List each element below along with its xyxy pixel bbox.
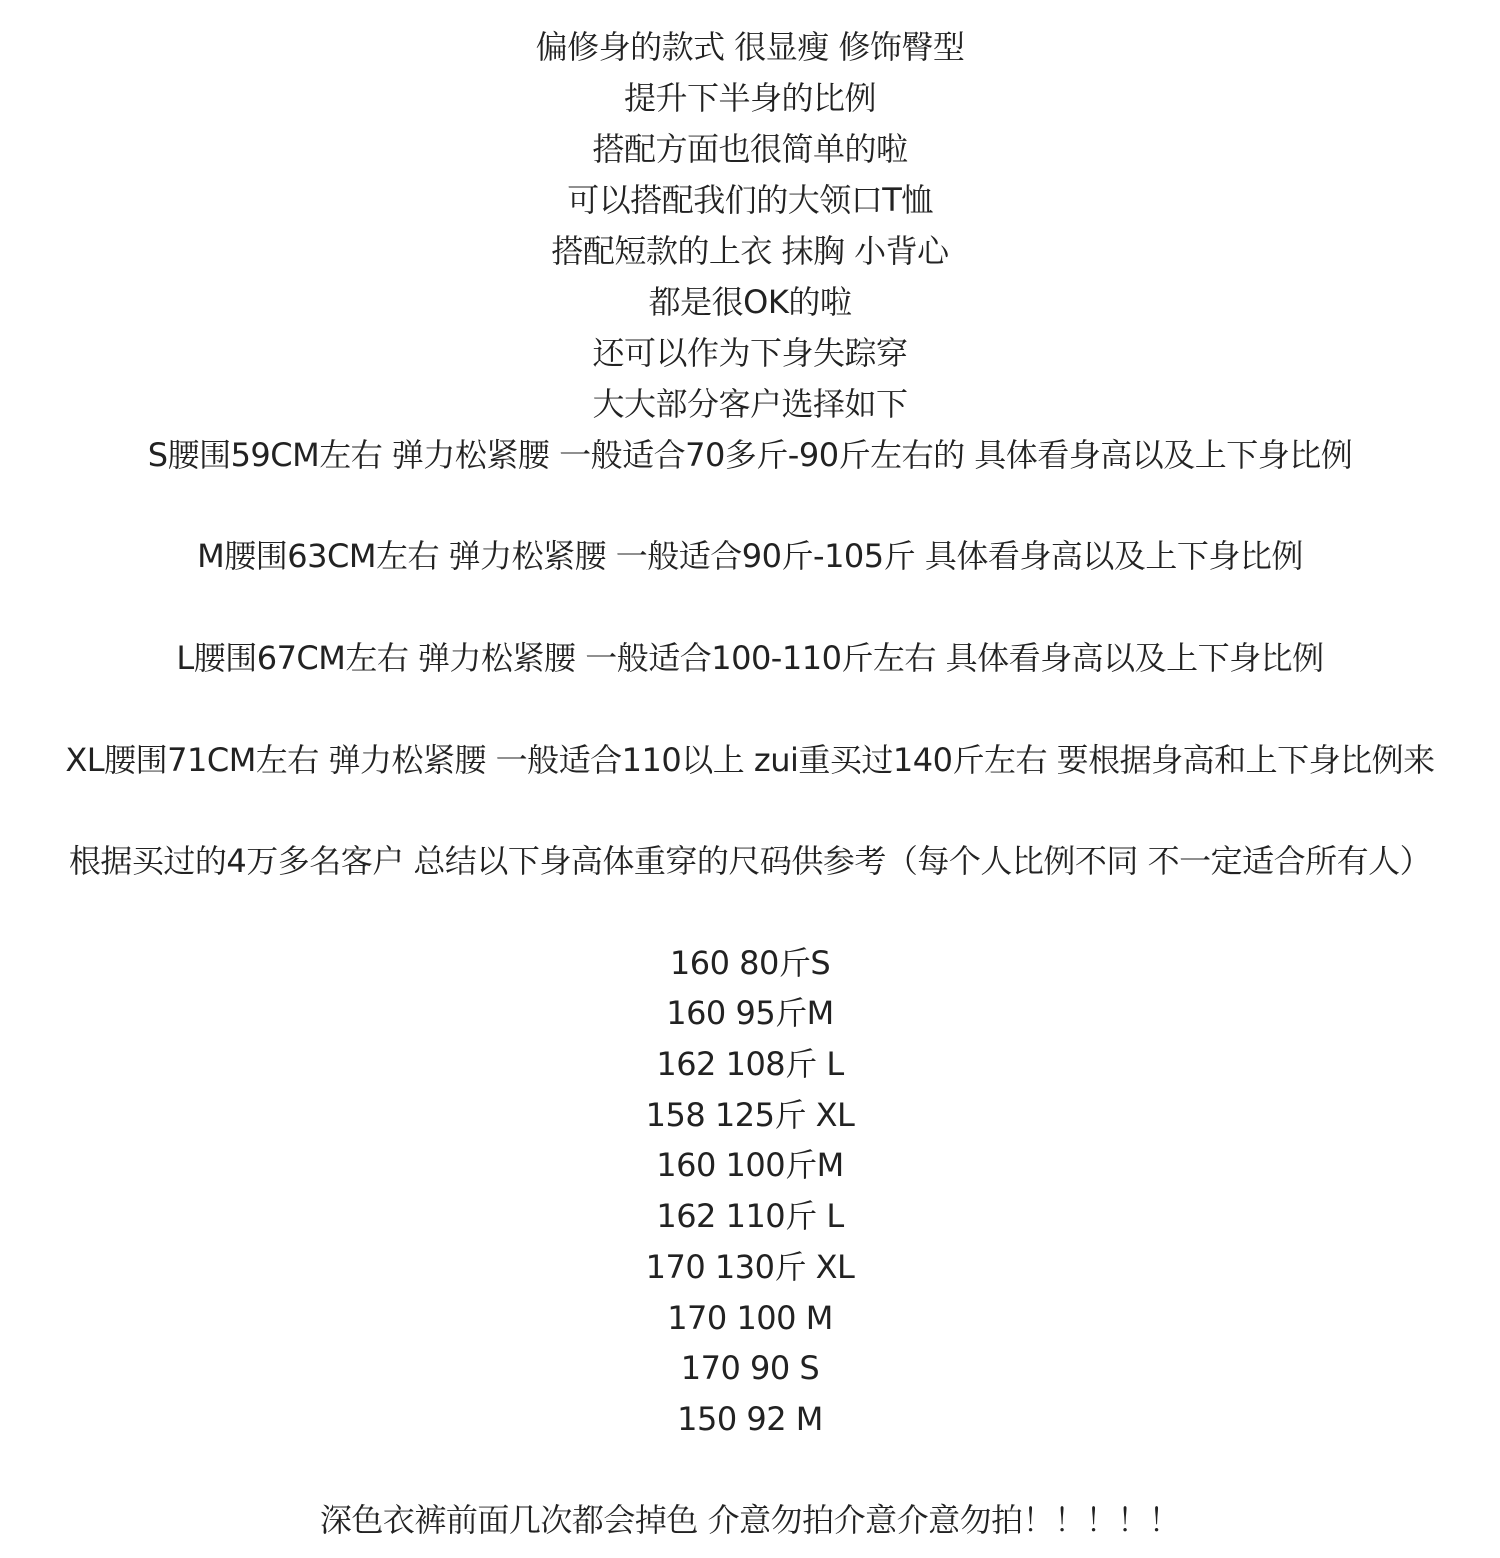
example-item: 150 92 M bbox=[677, 1400, 823, 1438]
intro-line: 大大部分客户选择如下 bbox=[592, 385, 908, 423]
intro-line: 可以搭配我们的大领口T恤 bbox=[567, 181, 933, 219]
intro-line: 搭配短款的上衣 抹胸 小背心 bbox=[551, 232, 949, 270]
intro-line: 提升下半身的比例 bbox=[623, 79, 876, 117]
warning-line: 深色衣裤前面几次都会掉色 介意勿拍介意介意勿拍！！！！！ bbox=[319, 1501, 1181, 1539]
example-item: 158 125斤 XL bbox=[645, 1096, 855, 1134]
intro-line: 偏修身的款式 很显瘦 修饰臀型 bbox=[535, 28, 965, 66]
size-m-line: M腰围63CM左右 弹力松紧腰 一般适合90斤-105斤 具体看身高以及上下身比例 bbox=[197, 537, 1303, 575]
example-item: 170 130斤 XL bbox=[645, 1248, 855, 1286]
intro-line: 都是很OK的啦 bbox=[648, 283, 852, 321]
example-item: 162 110斤 L bbox=[656, 1197, 844, 1235]
example-item: 160 95斤M bbox=[666, 994, 834, 1032]
intro-line: 还可以作为下身失踪穿 bbox=[592, 334, 908, 372]
size-l-line: L腰围67CM左右 弹力松紧腰 一般适合100-110斤左右 具体看身高以及上下身比例 bbox=[176, 639, 1324, 677]
example-item: 170 90 S bbox=[680, 1349, 820, 1387]
example-item: 160 100斤M bbox=[656, 1146, 844, 1184]
summary-line: 根据买过的4万多名客户 总结以下身高体重穿的尺码供参考（每个人比例不同 不一定适合所有人） bbox=[68, 842, 1432, 880]
size-xl-line: XL腰围71CM左右 弹力松紧腰 一般适合110以上 zui重买过140斤左右 要根据身高和上下身比例来 bbox=[65, 741, 1435, 779]
example-item: 160 80斤S bbox=[669, 944, 831, 982]
size-s-line: S腰围59CM左右 弹力松紧腰 一般适合70多斤-90斤左右的 具体看身高以及上下身比例 bbox=[147, 436, 1353, 474]
example-item: 162 108斤 L bbox=[656, 1045, 844, 1083]
intro-line: 搭配方面也很简单的啦 bbox=[592, 130, 908, 168]
example-item: 170 100 M bbox=[667, 1299, 833, 1337]
